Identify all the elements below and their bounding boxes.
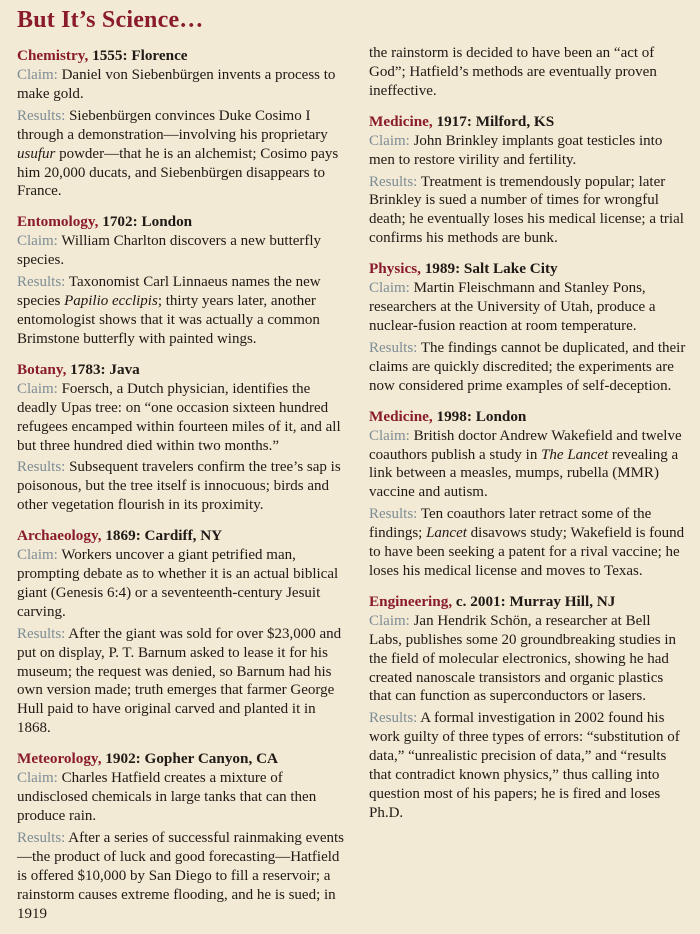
case-field: Meteorology, — [17, 750, 102, 768]
right-column — [369, 46, 686, 934]
case-entry — [17, 526, 353, 738]
italic-term: Lancet — [426, 525, 467, 542]
text-run: Siebenbürgen convinces Duke Cosimo I through a demonstration—involving his proprietary — [17, 107, 328, 143]
text-run: Charles Hatfield creates a mixture of undisclosed chemicals in large tanks that can then produce rain. — [17, 770, 317, 824]
claim-label: Claim: — [369, 612, 414, 629]
text-run: After a series of successful rainmaking events—the product of luck and good forecasting—Hatfield is offered $10,000 by San Diego to fill a reservoir; a rainstorm causes extreme flooding, and he is sued; in 1919 — [17, 829, 345, 922]
case-field: Medicine, — [369, 407, 433, 425]
left-column — [17, 46, 369, 934]
claim-paragraph — [17, 380, 353, 456]
case-entry — [369, 407, 686, 581]
case-date-place: 1783: Java — [66, 360, 140, 378]
text-run: Taxonomist Carl Linnaeus names the new species — [17, 274, 321, 310]
results-label: Results: — [17, 829, 69, 846]
text-run: Martin Fleischmann and Stanley Pons, researchers at the University of Utah, produce a nuclear-fusion reaction at room temperature. — [369, 280, 656, 334]
results-paragraph — [17, 107, 353, 202]
case-field: Chemistry, — [17, 47, 89, 64]
claim-label: Claim: — [17, 547, 62, 564]
results-paragraph — [369, 339, 686, 396]
claim-paragraph — [17, 66, 353, 104]
case-field: Archaeology, — [17, 527, 102, 545]
text-run: Daniel von Siebenbürgen invents a process to make gold. — [17, 67, 336, 102]
continued-text: the rainstorm is decided to have been an “act of God”; Hatfield’s methods are eventually proven ineffective. — [369, 45, 657, 99]
case-entry — [369, 44, 686, 101]
case-field: Physics, — [369, 260, 421, 278]
text-run: William Charlton discovers a new butterfly species. — [17, 233, 322, 269]
text-run: Ten coauthors later retract some of the findings; — [369, 506, 652, 542]
claim-label: Claim: — [369, 280, 414, 297]
text-run: After the giant was sold for over $23,000 and put on display, P. T. Barnum asked to lease it for his museum; the request was denied, so Barnum had his own version made; truth emerges that farmer George Hull paid to have original carved and planted it in 1868. — [17, 625, 342, 737]
case-heading — [369, 407, 686, 426]
results-paragraph — [17, 829, 353, 924]
claim-paragraph — [369, 279, 686, 336]
case-heading — [17, 212, 353, 231]
results-paragraph — [17, 625, 353, 738]
text-run: revealing a link between a measles, mumps, rubella (MMR) vaccine and autism. — [369, 446, 679, 501]
text-run: Treatment is tremendously popular; later Brinkley is sued a number of times for wrongful death; he eventually loses his medical license; a trial confirms his methods are bunk. — [369, 173, 684, 247]
article-columns — [17, 46, 686, 934]
text-run: British doctor Andrew Wakefield and twelve coauthors publish a study in — [369, 427, 682, 463]
case-entry — [369, 592, 686, 823]
case-field: Engineering, — [369, 592, 453, 610]
case-entry — [369, 259, 686, 395]
results-label: Results: — [369, 339, 421, 356]
case-heading — [17, 46, 353, 65]
case-date-place: c. 2001: Murray Hill, NJ — [452, 592, 616, 610]
text-run: Jan Hendrik Schön, a researcher at Bell Labs, publishes some 20 groundbreaking studies in the field of molecular electronics, showing he had created nanoscale transistors and organic plastics that can function as superconductors or lasers. — [369, 612, 677, 705]
case-heading — [369, 112, 686, 131]
case-entry — [17, 46, 353, 201]
case-date-place: 1702: London — [98, 213, 193, 231]
claim-paragraph — [17, 546, 353, 622]
case-heading — [17, 749, 353, 768]
case-entry — [17, 360, 353, 515]
claim-label: Claim: — [17, 233, 62, 250]
results-label: Results: — [369, 506, 421, 523]
claim-paragraph — [369, 427, 686, 503]
claim-paragraph — [17, 769, 353, 826]
text-run: disavows study; Wakefield is found to have been seeking a patent for a rival vaccine; he loses his medical license and moves to Texas. — [369, 525, 685, 579]
claim-label: Claim: — [369, 132, 414, 149]
claim-label: Claim: — [369, 427, 414, 444]
italic-term: usufur — [17, 145, 56, 162]
results-paragraph — [369, 505, 686, 581]
case-date-place: 1989: Salt Lake City — [420, 260, 558, 278]
text-run: The findings cannot be duplicated, and their claims are quickly discredited; the experiments are now considered prime examples of self-deception. — [369, 339, 686, 394]
claim-label: Claim: — [17, 67, 62, 83]
case-heading — [17, 360, 353, 379]
case-date-place: 1998: London — [432, 407, 527, 425]
text-run: powder—that he is an alchemist; Cosimo pays him 20,000 ducats, and Siebenbürgen disappears to France. — [17, 145, 339, 200]
claim-paragraph — [17, 232, 353, 270]
case-entry — [17, 749, 353, 923]
case-date-place: 1902: Gopher Canyon, CA — [101, 750, 279, 768]
claim-paragraph — [369, 612, 686, 707]
results-paragraph — [369, 709, 686, 822]
italic-term: The Lancet — [541, 446, 609, 463]
case-date-place: 1917: Milford, KS — [432, 112, 555, 130]
case-date-place: 1555: Florence — [88, 47, 188, 64]
case-field: Entomology, — [17, 213, 99, 231]
results-paragraph — [369, 173, 686, 249]
text-run: Workers uncover a giant petrified man, prompting debate as to whether it is an actual biblical giant (Genesis 6:4) or a seventeenth-century Jesuit carving. — [17, 547, 339, 620]
text-run: Subsequent travelers confirm the tree’s sap is poisonous, but the tree itself is innocuous; birds and other vegetation flourish in its proximity. — [17, 459, 341, 514]
results-label: Results: — [17, 274, 69, 291]
claim-label: Claim: — [17, 770, 62, 787]
case-heading — [17, 526, 353, 545]
italic-term: Papilio ecclipis — [64, 293, 158, 310]
case-field: Botany, — [17, 360, 67, 378]
case-heading — [369, 592, 686, 611]
claim-label: Claim: — [17, 380, 62, 397]
article-title: But It’s Science… — [17, 7, 204, 33]
results-label: Results: — [369, 710, 421, 727]
text-run: Foersch, a Dutch physician, identifies the deadly Upas tree: on “one occasion sixteen hundred refugees encamped within fourteen miles of it, and all but three hundred died within two months.” — [17, 380, 341, 454]
claim-paragraph — [369, 132, 686, 170]
results-label: Results: — [17, 459, 70, 476]
results-label: Results: — [369, 173, 421, 190]
case-entry — [17, 212, 353, 348]
results-paragraph — [17, 458, 353, 515]
case-field: Medicine, — [369, 112, 433, 130]
case-heading — [369, 259, 686, 278]
results-paragraph — [17, 273, 353, 349]
case-entry — [369, 112, 686, 248]
text-run: ; thirty years later, another entomologist shows that it was actually a common Brimstone butterfly with painted wings. — [17, 293, 320, 347]
text-run: John Brinkley implants goat testicles into men to restore virility and fertility. — [369, 132, 663, 168]
results-label: Results: — [17, 107, 70, 124]
results-label: Results: — [17, 625, 69, 642]
text-run: A formal investigation in 2002 found his work guilty of three types of errors: “substitution of data,” “unrealistic precision of data,” and “results that contradict known physics,” thus calling into question most of his papers; he is fired and loses Ph.D. — [369, 710, 680, 821]
case-date-place: 1869: Cardiff, NY — [101, 527, 223, 545]
